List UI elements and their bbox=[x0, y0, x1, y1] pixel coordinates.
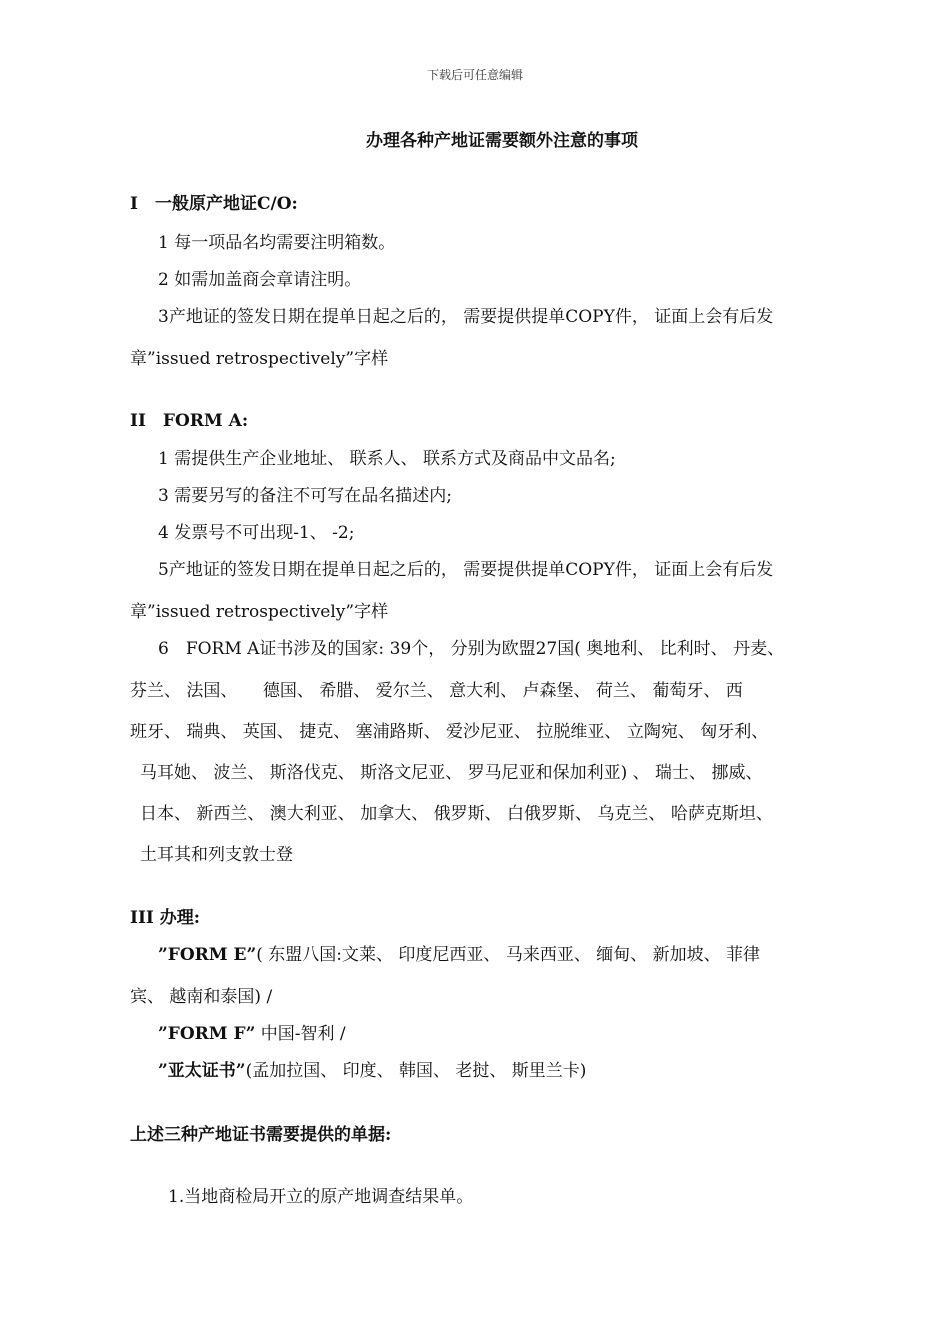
form-e-cont: 宾、 越南和泰国) / bbox=[130, 987, 273, 1007]
s2-item-6: 6 FORM A证书涉及的国家: 39个， 分别为欧盟27国( 奥地利、 比利时、 丹麦、 bbox=[158, 639, 785, 659]
s2-item-6-line-5: 日本、 新西兰、 澳大利亚、 加拿大、 俄罗斯、 白俄罗斯、 乌克兰、 哈萨克斯坦、 bbox=[140, 804, 773, 824]
form-e-line bbox=[158, 940, 760, 965]
apac-text: (孟加拉国、 印度、 韩国、 老挝、 斯里兰卡) bbox=[245, 1061, 587, 1081]
s2-item-6-line-2: 芬兰、 法国、 德国、 希腊、 爱尔兰、 意大利、 卢森堡、 荷兰、 葡萄牙、 西 bbox=[130, 681, 743, 701]
document-title: 办理各种产地证需要额外注意的事项 bbox=[366, 131, 638, 151]
s2-item-6-line-3: 班牙、 瑞典、 英国、 捷克、 塞浦路斯、 爱沙尼亚、 拉脱维亚、 立陶宛、 匈牙利、 bbox=[130, 722, 769, 742]
section-4-heading: 上述三种产地证书需要提供的单据: bbox=[130, 1125, 392, 1145]
s2-item-4: 4 发票号不可出现-1、 -2; bbox=[158, 523, 355, 543]
s1-item-2: 2 如需加盖商会章请注明。 bbox=[158, 270, 362, 290]
s2-item-6-line-4: 马耳她、 波兰、 斯洛伐克、 斯洛文尼亚、 罗马尼亚和保加利亚) 、 瑞士、 挪威、 bbox=[140, 763, 763, 783]
form-e-text: ( 东盟八国:文莱、 印度尼西亚、 马来西亚、 缅甸、 新加坡、 菲律 bbox=[256, 945, 761, 965]
s1-item-3-cont: 章”issued retrospectively”字样 bbox=[130, 349, 389, 369]
s2-item-5: 5产地证的签发日期在提单日起之后的， 需要提供提单COPY件， 证面上会有后发 bbox=[158, 560, 774, 580]
s2-item-6-line-6: 土耳其和列支敦士登 bbox=[140, 845, 293, 865]
section-1-heading: I 一般原产地证C/O: bbox=[130, 194, 298, 214]
form-f-label: ”FORM F” bbox=[158, 1024, 256, 1044]
s1-item-1: 1 每一项品名均需要注明箱数。 bbox=[158, 233, 396, 253]
form-f-text: 中国-智利 / bbox=[255, 1024, 346, 1044]
page-header: 下载后可任意编辑 bbox=[426, 68, 523, 82]
form-e-label: ”FORM E” bbox=[158, 945, 257, 965]
s2-item-1: 1 需提供生产企业地址、 联系人、 联系方式及商品中文品名; bbox=[158, 449, 616, 469]
s2-item-5-cont: 章”issued retrospectively”字样 bbox=[130, 602, 389, 622]
s4-item-1: 1.当地商检局开立的原产地调查结果单。 bbox=[168, 1187, 474, 1207]
apac-line bbox=[158, 1056, 586, 1081]
s2-item-3: 3 需要另写的备注不可写在品名描述内; bbox=[158, 486, 452, 506]
form-f-line bbox=[158, 1019, 346, 1044]
section-3-heading: III 办理: bbox=[130, 908, 201, 928]
s1-item-3: 3产地证的签发日期在提单日起之后的， 需要提供提单COPY件， 证面上会有后发 bbox=[158, 307, 774, 327]
section-2-heading: II FORM A: bbox=[130, 411, 249, 431]
apac-label: ”亚太证书” bbox=[158, 1061, 246, 1081]
